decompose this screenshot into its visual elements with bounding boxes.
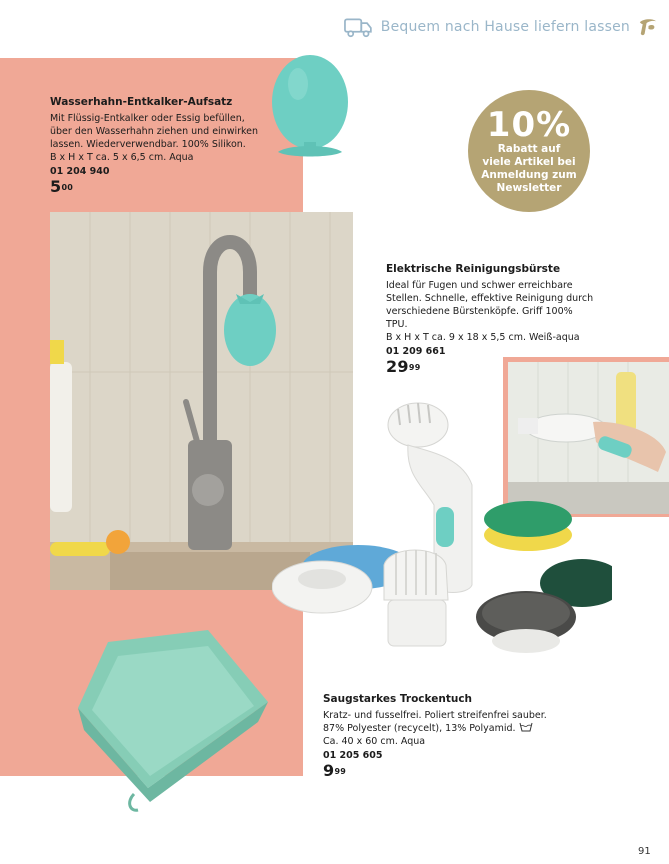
product-dimensions: Ca. 40 x 60 cm. Aqua: [323, 736, 426, 747]
page-number: 91: [638, 846, 651, 857]
badge-line-2: viele Artikel bei: [482, 156, 576, 168]
article-number: 01 205 605: [323, 750, 383, 761]
product-title: Wasserhahn-Entkalker-Aufsatz: [50, 96, 233, 108]
product-title: Elektrische Reinigungsbürste: [386, 263, 561, 275]
badge-line-3: Anmeldung zum: [481, 169, 577, 181]
price: [50, 177, 260, 196]
washing-care-icon: [519, 722, 533, 732]
product-description: Kratz- und fusselfrei. Poliert streifenfrei sauber. 87% Polyester (recycelt), 13% Polyamid.: [323, 710, 547, 734]
price-cents: 00: [61, 183, 74, 192]
header-bar: [344, 12, 659, 42]
price-main: 9: [323, 761, 335, 780]
product-drying-towel: [323, 693, 553, 780]
article-number: 01 209 661: [386, 346, 446, 357]
price-main: 5: [50, 177, 62, 196]
article-number: 01 204 940: [50, 166, 110, 177]
product-dimensions: B x H x T ca. 9 x 18 x 5,5 cm. Weiß-aqua: [386, 332, 580, 343]
truck-icon: [344, 16, 373, 38]
decalcifier-product-image: [268, 52, 352, 168]
product-description: Ideal für Fugen und schwer erreichbare Stellen. Schnelle, effektive Reinigung durch verschiedene Bürstenköpfe. Griff 100% TPU.: [386, 280, 594, 330]
brand-logo-icon: [636, 15, 659, 39]
product-description: Mit Flüssig-Entkalker oder Essig befüllen, über den Wasserhahn ziehen und einwirken lassen. Wiederverwendbar. 100% Silikon.: [50, 113, 259, 150]
brush-products-image: [272, 395, 612, 670]
price-cents: 99: [334, 767, 347, 776]
product-title: Saugstarkes Trockentuch: [323, 693, 473, 705]
header-text: Bequem nach Hause liefern lassen: [380, 19, 630, 35]
badge-line-4: Newsletter: [496, 182, 562, 194]
price-cents: 99: [408, 363, 421, 372]
product-decalcifier: [50, 96, 260, 196]
newsletter-discount-badge: [468, 90, 590, 212]
price-main: 29: [386, 357, 409, 376]
product-dimensions: B x H x T ca. 5 x 6,5 cm. Aqua: [50, 152, 194, 163]
drying-towel-image: [78, 626, 274, 812]
price: [323, 761, 553, 780]
badge-percent: 10%: [486, 105, 572, 145]
badge-line-1: Rabatt auf: [497, 143, 561, 155]
